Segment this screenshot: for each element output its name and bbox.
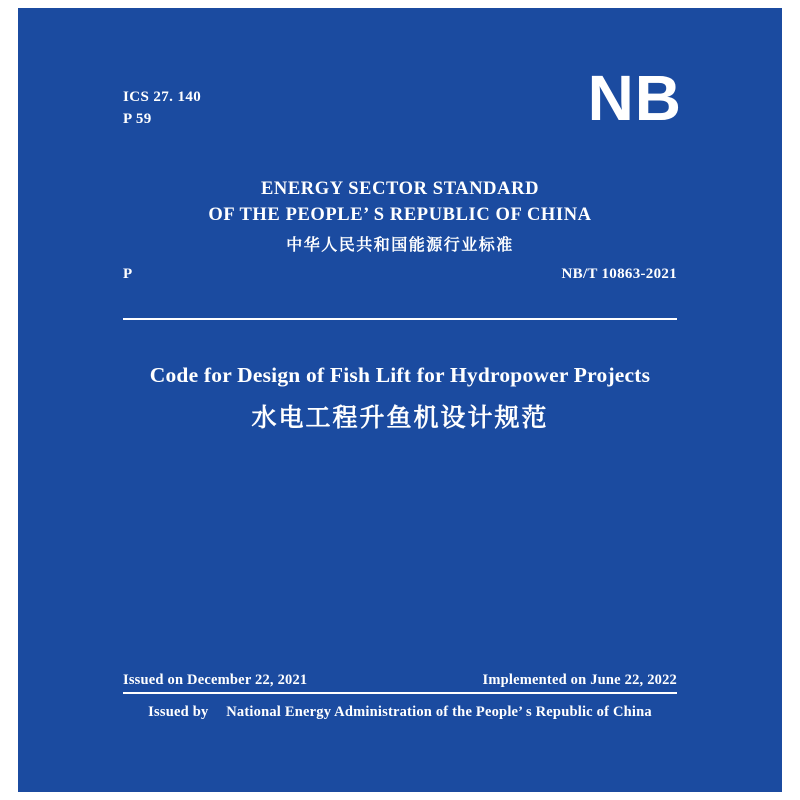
classification-code: P	[123, 266, 133, 282]
ics-classification-block	[123, 86, 201, 130]
issued-by-row	[18, 704, 782, 721]
issuing-authority-titles	[18, 176, 782, 260]
dates-row	[123, 672, 677, 689]
standard-org-en-line2: OF THE PEOPLE’ S REPUBLIC OF CHINA	[208, 205, 592, 225]
nb-logo: NB	[587, 62, 682, 134]
document-title-en: Code for Design of Fish Lift for Hydropower Projects	[149, 363, 651, 387]
issuing-organization: National Energy Administration of the People’ s Republic of China	[226, 704, 652, 720]
standard-org-cn: 中华人民共和国能源行业标准	[286, 235, 514, 254]
issued-by-label: Issued by	[148, 704, 209, 720]
divider-bottom	[123, 692, 677, 694]
standard-cover-page	[18, 8, 782, 792]
ics-sub-code: P 59	[123, 111, 152, 127]
standard-number: NB/T 10863-2021	[561, 266, 677, 282]
standard-meta-row	[123, 266, 677, 283]
standard-org-en-line1: ENERGY SECTOR STANDARD	[260, 179, 540, 199]
implementation-date: Implemented on June 22, 2022	[482, 672, 677, 688]
ics-number: ICS 27. 140	[123, 89, 202, 105]
issue-date: Issued on December 22, 2021	[123, 672, 308, 688]
divider-top	[123, 318, 677, 320]
document-title-cn: 水电工程升鱼机设计规范	[251, 403, 549, 432]
cover-content	[18, 8, 782, 792]
